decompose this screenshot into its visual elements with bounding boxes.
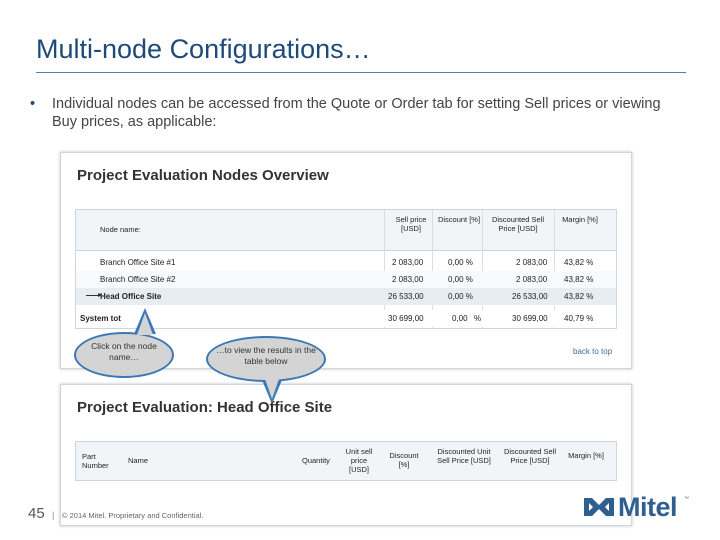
- cell-discounted-sell: 30 699,00: [512, 314, 548, 323]
- cell-discount: 0,00 %: [448, 258, 473, 267]
- copyright-text: © 2014 Mitel. Proprietary and Confidential.: [62, 511, 204, 520]
- table-row[interactable]: [76, 254, 616, 271]
- head-office-panel: [60, 384, 632, 526]
- cell-sell: 2 083,00: [392, 275, 424, 284]
- nodes-table-header: [76, 210, 616, 251]
- cell-discount: 0,00 %: [448, 275, 473, 284]
- col-discounted-sell-price: Discounted Sell Price [USD]: [503, 447, 557, 465]
- cell-sell: 26 533,00: [388, 292, 424, 301]
- col-margin: Margin [%]: [562, 215, 598, 224]
- bullet-marker: •: [30, 96, 36, 112]
- cell-margin: 40,79 %: [564, 314, 594, 323]
- col-node-name: Node name:: [100, 225, 141, 234]
- page-number: 45: [28, 505, 45, 522]
- col-sell-price: Sell price [USD]: [395, 215, 427, 233]
- head-office-title: Project Evaluation: Head Office Site: [77, 399, 333, 416]
- logo-text: Mitel: [618, 492, 678, 522]
- callout-pointer-fill: [137, 313, 153, 335]
- callout-view-results: [206, 336, 326, 382]
- table-row[interactable]: [76, 271, 616, 288]
- cell-sell: 2 083,00: [392, 258, 424, 267]
- nodes-table: [75, 209, 617, 329]
- col-discounted-sell-price: Discounted Sell Price [USD]: [491, 215, 545, 233]
- title-divider: [36, 72, 686, 73]
- col-part-number: Part Number: [82, 452, 109, 470]
- node-link-head-office[interactable]: Head Office Site: [100, 292, 162, 301]
- col-discounted-unit-sell-price: Discounted Unit Sell Price [USD]: [437, 447, 491, 465]
- col-unit-sell-price: Unit sell price [USD]: [345, 447, 373, 474]
- col-discount: Discount [%]: [389, 451, 419, 469]
- table-row-selected[interactable]: [76, 288, 616, 305]
- callout-click-node: [74, 332, 174, 378]
- cell-discount: 0,00: [452, 314, 468, 323]
- total-label: System tot: [80, 314, 121, 323]
- cell-margin: 43,82 %: [564, 258, 594, 267]
- node-link-branch-1[interactable]: Branch Office Site #1: [100, 258, 176, 267]
- logo-trademark: ™: [684, 496, 689, 502]
- back-to-top-link[interactable]: back to top: [573, 347, 613, 356]
- node-link-branch-2[interactable]: Branch Office Site #2: [100, 275, 176, 284]
- col-name: Name: [128, 456, 149, 465]
- bullet-text: Individual nodes can be accessed from the Quote or Order tab for setting Sell prices or viewing Buy prices, as applicable:: [52, 96, 661, 130]
- arrow-right-icon: [86, 295, 100, 296]
- table-row-total: [76, 310, 616, 327]
- callout-pointer-fill: [265, 379, 279, 399]
- col-quantity: Quantity: [302, 456, 330, 465]
- footer-separator: |: [52, 510, 55, 520]
- cell-sell: 30 699,00: [388, 314, 424, 323]
- cell-discounted-sell: 2 083,00: [516, 258, 548, 267]
- col-discount: Discount [%]: [437, 215, 481, 224]
- nodes-overview-title: Project Evaluation Nodes Overview: [77, 167, 329, 184]
- callout-click-node-text: Click on the node name…: [91, 341, 157, 362]
- head-office-table-header: [75, 441, 617, 481]
- cell-margin: 43,82 %: [564, 275, 594, 284]
- bullet-point: [30, 95, 670, 131]
- cell-discounted-sell: 2 083,00: [516, 275, 548, 284]
- slide-title: Multi-node Configurations…: [36, 34, 371, 64]
- cell-discount: 0,00 %: [448, 292, 473, 301]
- mitel-logo: [582, 494, 692, 524]
- cell-discounted-sell: 26 533,00: [512, 292, 548, 301]
- callout-view-results-text: …to view the results in the table below: [216, 345, 316, 366]
- cell-discount-unit: %: [474, 314, 482, 323]
- mitel-mark-icon: [582, 494, 616, 520]
- cell-margin: 43,82 %: [564, 292, 594, 301]
- col-margin: Margin [%]: [568, 451, 604, 460]
